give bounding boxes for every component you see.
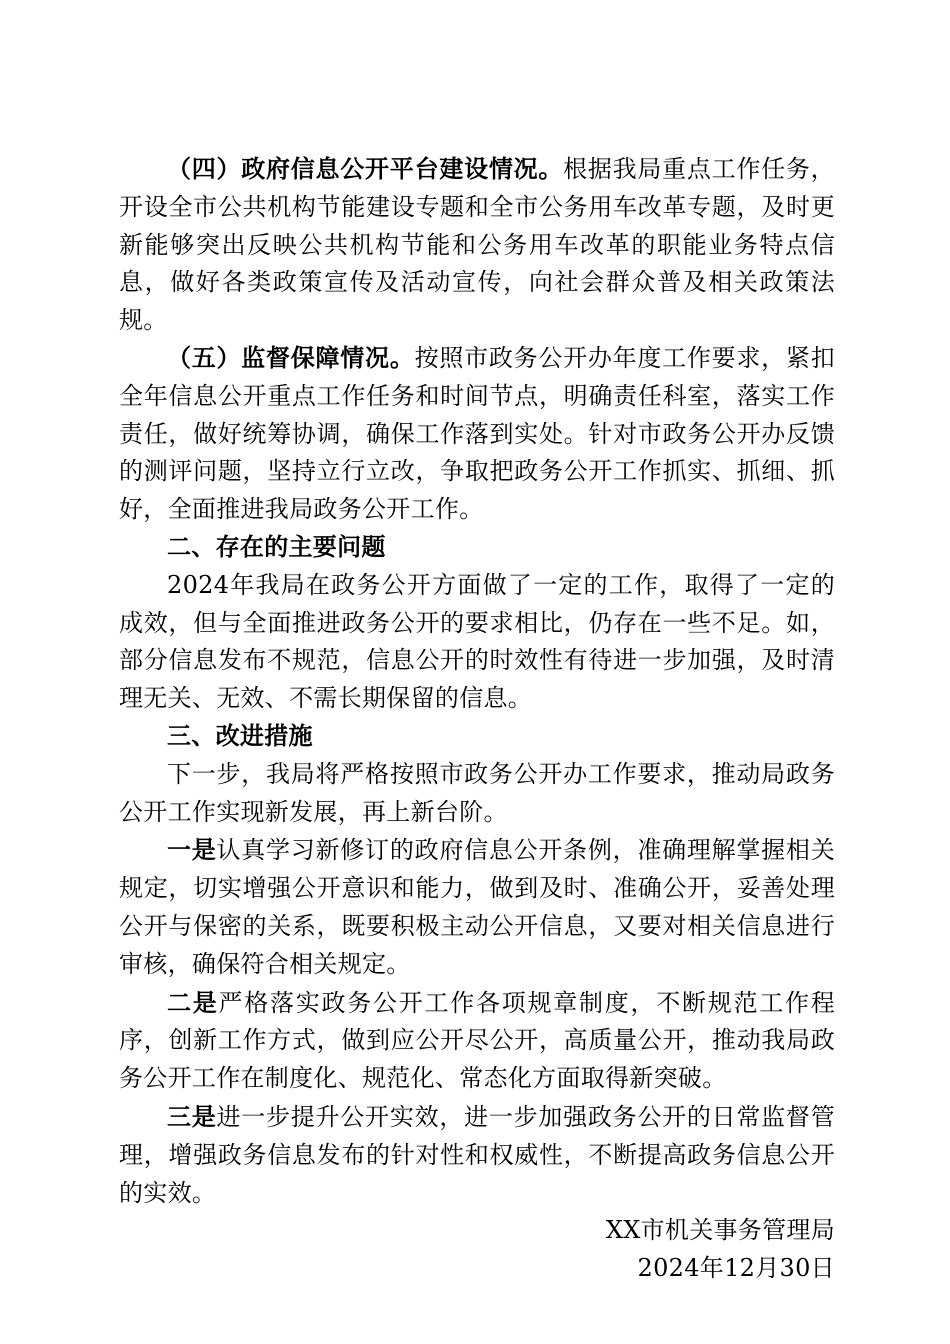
paragraph-text: 进一步提升公开实效，进一步加强政务公开的日常监督管理，增强政务信息发布的针对性和权威性，不断提高政务信息公开的实效。 bbox=[119, 1102, 835, 1207]
paragraph-text: 根据我局重点工作任务，开设全市公共机构节能建设专题和全市公务用车改革专题，及时更新能够突出反映公共机构节能和公务用车改革的职能业务特点信息，做好各类政策宣传及活动宣传，向社会群众普及相关政策法规。 bbox=[119, 155, 835, 335]
paragraph-measure-three bbox=[119, 1098, 835, 1212]
paragraph-lead: 三是 bbox=[167, 1101, 217, 1131]
paragraph-measure-two bbox=[119, 984, 835, 1098]
paragraph-platform-construction bbox=[119, 151, 835, 340]
paragraph-text: 认真学习新修订的政府信息公开条例，准确理解掌握相关规定，切实增强公开意识和能力，做到及时、准确公开，妥善处理公开与保密的关系，既要积极主动公开信息，又要对相关信息进行审核，确保符合相关规定。 bbox=[119, 836, 835, 978]
paragraph-text: 按照市政务公开办年度工作要求，紧扣全年信息公开重点工作任务和时间节点，明确责任科室，落实工作责任，做好统筹协调，确保工作落到实处。针对市政务公开办反馈的测评问题，坚持立行立改，争取把政务公开工作抓实、抓细、抓好，全面推进我局政务公开工作。 bbox=[119, 343, 835, 524]
paragraph-problems bbox=[119, 567, 835, 718]
signature-organization: XX市机关事务管理局 bbox=[605, 1216, 835, 1245]
paragraph-text: 严格落实政务公开工作各项规章制度，不断规范工作程序，创新工作方式，做到应公开尽公开，高质量公开，推动我局政务公开工作在制度化、规范化、常态化方面取得新突破。 bbox=[119, 988, 835, 1093]
paragraph-lead: 一是 bbox=[167, 835, 217, 865]
paragraph-lead: （五）监督保障情况。 bbox=[167, 343, 415, 372]
signature-date: 2024年12月30日 bbox=[637, 1254, 835, 1283]
paragraph-lead: （四）政府信息公开平台建设情况。 bbox=[167, 155, 564, 183]
paragraph-supervision bbox=[119, 340, 835, 529]
section-heading-problems: 二、存在的主要问题 bbox=[167, 532, 386, 561]
section-heading-measures: 三、改进措施 bbox=[167, 721, 313, 750]
signature-block bbox=[119, 1212, 835, 1288]
paragraph-text: 下一步，我局将严格按照市政务公开办工作要求，推动局政务公开工作实现新发展，再上新台阶。 bbox=[119, 759, 835, 826]
paragraph-measure-one bbox=[119, 831, 835, 983]
paragraph-text: 2024年我局在政务公开方面做了一定的工作，取得了一定的成效，但与全面推进政务公开的要求相比，仍存在一些不足。如，部分信息发布不规范，信息公开的时效性有待进一步加强，及时清理无关、无效、不需长期保留的信息。 bbox=[119, 570, 835, 713]
paragraph-next-step bbox=[119, 756, 835, 832]
document-body bbox=[119, 151, 835, 1288]
paragraph-lead: 二是 bbox=[167, 987, 219, 1017]
